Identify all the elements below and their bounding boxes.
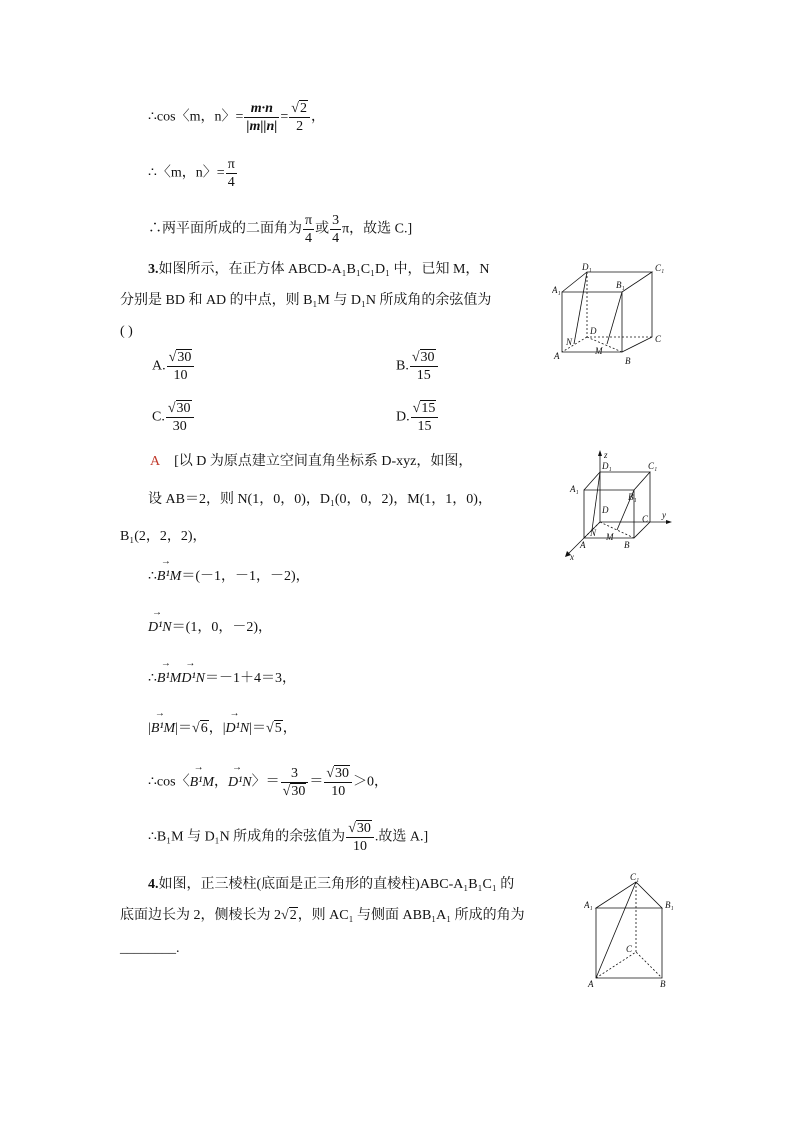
- q4-line2a: 底面边长为 2，侧棱长为 2: [120, 908, 281, 923]
- fig3-label-b1: B₁: [665, 900, 674, 910]
- q3-sol1: [以 D 为原点建立空间直角坐标系 D-xyz，如图，: [174, 454, 473, 469]
- fig1-label-n: N: [566, 337, 573, 347]
- cos-mn-num: m·n: [244, 100, 279, 118]
- fig2-label-m: M: [606, 532, 614, 542]
- angle-mn-lhs: ∴〈m，n〉=: [148, 165, 225, 181]
- fig2-label-x: x: [570, 552, 574, 562]
- concl-frac: [346, 820, 374, 855]
- fig1-label-b1: B₁: [616, 280, 625, 290]
- fig2-label-d1: D₁: [602, 461, 612, 471]
- cube2-d1n-line: [592, 472, 600, 530]
- cos-r-num: √30: [324, 765, 352, 783]
- q3-option-b[interactable]: [396, 349, 439, 384]
- option-d-num: √15: [411, 400, 439, 418]
- q4-blank: ________.: [120, 941, 180, 956]
- vec2-name: → D¹N: [148, 619, 172, 637]
- mag2-val: 5: [274, 721, 282, 736]
- y-arrow-icon: [666, 520, 672, 524]
- fig2-label-d: D: [602, 505, 609, 515]
- cos-mn-sqrt-val: 2: [299, 101, 307, 116]
- vec1-line: [148, 568, 310, 586]
- option-d-frac: [411, 400, 439, 435]
- dihedral-pi: π: [342, 221, 350, 237]
- prism-figure: [584, 870, 684, 990]
- mag1-val: 6: [200, 721, 208, 736]
- option-d-sqrt: 15: [421, 401, 436, 416]
- cos-mn-line: [148, 100, 325, 135]
- q4-line2b: ，则 AC₁ 与侧面 ABB₁A₁ 所成的角为: [297, 908, 525, 923]
- option-c-den: 30: [172, 419, 187, 434]
- option-a-frac: [167, 349, 195, 384]
- q3-solution-line2: 设 AB＝2，则 N(1，0，0)，D₁(0，0，2)，M(1，1，0)，: [148, 492, 492, 507]
- prism-side-edges: [596, 908, 662, 978]
- dot-a: → B¹M: [157, 670, 181, 688]
- prism-ac1-line: [596, 882, 636, 978]
- cos-mn-tail: ，: [310, 109, 325, 125]
- cos-mn-den: |m||n|: [246, 119, 278, 134]
- prism-top-face: [596, 882, 662, 908]
- cos-frac1: [281, 765, 309, 800]
- q4-line2: 底面边长为 2，侧棱长为 2√2，则 AC₁ 与侧面 ABB₁A₁ 所成的角为: [120, 908, 525, 923]
- dot-pre: ∴: [148, 671, 157, 686]
- option-b-frac: [410, 349, 438, 384]
- vec2-line: [148, 619, 272, 637]
- option-b-sqrt: 30: [420, 350, 435, 365]
- cos-num: 3: [281, 765, 309, 783]
- cos-mn-eq: =: [280, 109, 289, 125]
- cube-d1n-line: [574, 272, 587, 344]
- option-a-sqrt: 30: [177, 350, 192, 365]
- cos-den-sqrt: 30: [291, 784, 306, 799]
- cos-r-den: 10: [331, 784, 346, 799]
- option-c-label: C.: [152, 409, 165, 425]
- vec1-pre: ∴: [148, 569, 157, 584]
- vec2-val: ＝(1，0，－2)，: [171, 620, 272, 635]
- concl-sqrt: 30: [356, 821, 371, 836]
- fig2-label-b: B: [624, 540, 630, 550]
- q3-solution-line1: [150, 453, 472, 471]
- concl2: .故选 A.]: [374, 829, 429, 845]
- q3-option-a[interactable]: [152, 349, 195, 384]
- dot-b: → D¹N: [181, 670, 205, 688]
- cos-pre: ∴cos〈: [148, 774, 190, 790]
- dihedral-text2: ，故选 C.]: [349, 221, 413, 237]
- cos-b: → D¹N: [228, 774, 252, 792]
- cos-r-sqrt: 30: [335, 766, 350, 781]
- option-c-frac: [166, 400, 194, 435]
- fig3-label-c: C: [626, 944, 633, 954]
- q3-answer-letter: A: [150, 454, 161, 469]
- concl-num: √30: [346, 820, 374, 838]
- cube2-top-face: [584, 472, 650, 490]
- cos-a: → B¹M: [190, 774, 214, 792]
- fig1-label-c: C: [655, 334, 662, 344]
- q3-option-c[interactable]: [152, 400, 195, 435]
- z-arrow-icon: [598, 450, 602, 456]
- cube-right-edges: [622, 272, 652, 352]
- option-c-num: √30: [166, 400, 194, 418]
- fig3-label-c1: C₁: [630, 872, 640, 882]
- fig2-label-n: N: [590, 528, 597, 538]
- vec1-name: → B¹M: [157, 568, 181, 586]
- dihedral-line: [148, 212, 412, 247]
- cube-axes-figure: [562, 450, 682, 562]
- fig1-label-b: B: [625, 356, 631, 366]
- option-c-sqrt: 30: [176, 401, 191, 416]
- cos-tail: ＞0，: [353, 774, 389, 790]
- fig3-label-a: A: [588, 979, 594, 989]
- q3-line2: [120, 292, 491, 310]
- fig1-label-c1: C₁: [655, 263, 665, 273]
- mag1-name: → B¹M: [151, 720, 175, 738]
- q3-number: 3.: [148, 262, 159, 277]
- vec1-val: ＝(－1，－1，－2)，: [181, 569, 310, 584]
- dihedral-text1: ∴两平面所成的二面角为: [148, 221, 302, 237]
- fig2-label-a1: A₁: [570, 484, 579, 494]
- q3-line1: [148, 261, 490, 279]
- cube-b1m-line: [607, 292, 622, 344]
- dihedral-frac2: [330, 212, 341, 247]
- q3-option-d[interactable]: [396, 400, 439, 435]
- q4-line2-sqrt: 2: [289, 908, 297, 923]
- option-d-label: D.: [396, 409, 410, 425]
- cos-mn-frac: [244, 100, 279, 135]
- dot-line: [148, 670, 296, 688]
- fig3-label-a1: A₁: [584, 900, 593, 910]
- cos-mn-frac2: [289, 100, 310, 135]
- angle-mn-frac: [226, 156, 237, 191]
- fig1-label-a1: A₁: [552, 285, 561, 295]
- option-a-den: 10: [173, 368, 188, 383]
- dihedral-num1: π: [305, 213, 313, 228]
- option-a-num: √30: [167, 349, 195, 367]
- q4-line1: [148, 876, 514, 894]
- cos-mn-sqrt-num: √2: [289, 100, 310, 118]
- fig1-label-d1: D₁: [582, 262, 592, 272]
- angle-mn-num: π: [227, 157, 235, 172]
- fig1-label-d: D: [590, 326, 597, 336]
- cos-mn-lhs: ∴cos〈m，n〉=: [148, 109, 244, 125]
- cos-den: √30: [282, 784, 306, 799]
- option-a-label: A.: [152, 358, 166, 374]
- fig1-label-m: M: [595, 346, 603, 356]
- dot-val: ＝－1＋4＝3，: [205, 671, 296, 686]
- q4-number: 4.: [148, 877, 159, 892]
- q3-line1-text: 如图所示，在正方体 ABCD-A₁B₁C₁D₁ 中，已知 M，N: [158, 262, 490, 277]
- q3-solution-line3: B₁(2，2，2)，: [120, 529, 207, 544]
- mag2-name: → D¹N: [226, 720, 250, 738]
- prism-hidden-edges: [596, 882, 662, 978]
- option-b-label: B.: [396, 358, 409, 374]
- cube2-right-edges: [634, 472, 650, 538]
- fig1-label-a: A: [554, 351, 560, 361]
- cube-figure: [552, 262, 672, 372]
- fig2-label-c: C: [642, 514, 649, 524]
- angle-mn-den: 4: [227, 175, 235, 190]
- fig2-label-a: A: [580, 540, 586, 550]
- concl-line: [148, 820, 428, 855]
- cos-frac2: [324, 765, 352, 800]
- option-b-den: 15: [416, 368, 431, 383]
- fig2-label-y: y: [662, 510, 666, 520]
- cube-top-face: [562, 272, 652, 292]
- q3-paren: ( ): [120, 324, 133, 339]
- q3-line2-text: 分别是 BD 和 AD 的中点，则 B₁M 与 D₁N 所成角的余弦值为: [120, 293, 492, 308]
- mag-line: |→ B¹M|＝√6，|→ D¹N|＝√5，: [148, 720, 297, 738]
- option-b-num: √30: [410, 349, 438, 367]
- fig3-label-b: B: [660, 979, 666, 989]
- fig2-label-c1: C₁: [648, 461, 658, 471]
- cube-hidden-edges: [562, 272, 652, 352]
- concl-den: 10: [353, 839, 368, 854]
- dihedral-or: 或: [315, 221, 330, 237]
- dihedral-num2: 3: [332, 213, 340, 228]
- dihedral-frac1: [303, 212, 314, 247]
- dihedral-den1: 4: [305, 231, 313, 246]
- concl1: ∴B₁M 与 D₁N 所成角的余弦值为: [148, 829, 346, 845]
- fig2-label-b1: B₁: [628, 492, 637, 502]
- option-d-den: 15: [417, 419, 432, 434]
- angle-mn-line: [148, 156, 238, 191]
- fig2-label-z: z: [604, 450, 608, 460]
- q4-line1-text: 如图，正三棱柱(底面是正三角形的直棱柱)ABC-A₁B₁C₁ 的: [158, 877, 515, 892]
- dihedral-den2: 4: [332, 231, 340, 246]
- cos-line: ∴cos〈→ B¹M，→ D¹N〉＝ $\frac{3}{√30}$ ＝ $\frac{√30}{10}$ ＞0，: [148, 765, 388, 800]
- cos-mn-den2: 2: [296, 119, 304, 134]
